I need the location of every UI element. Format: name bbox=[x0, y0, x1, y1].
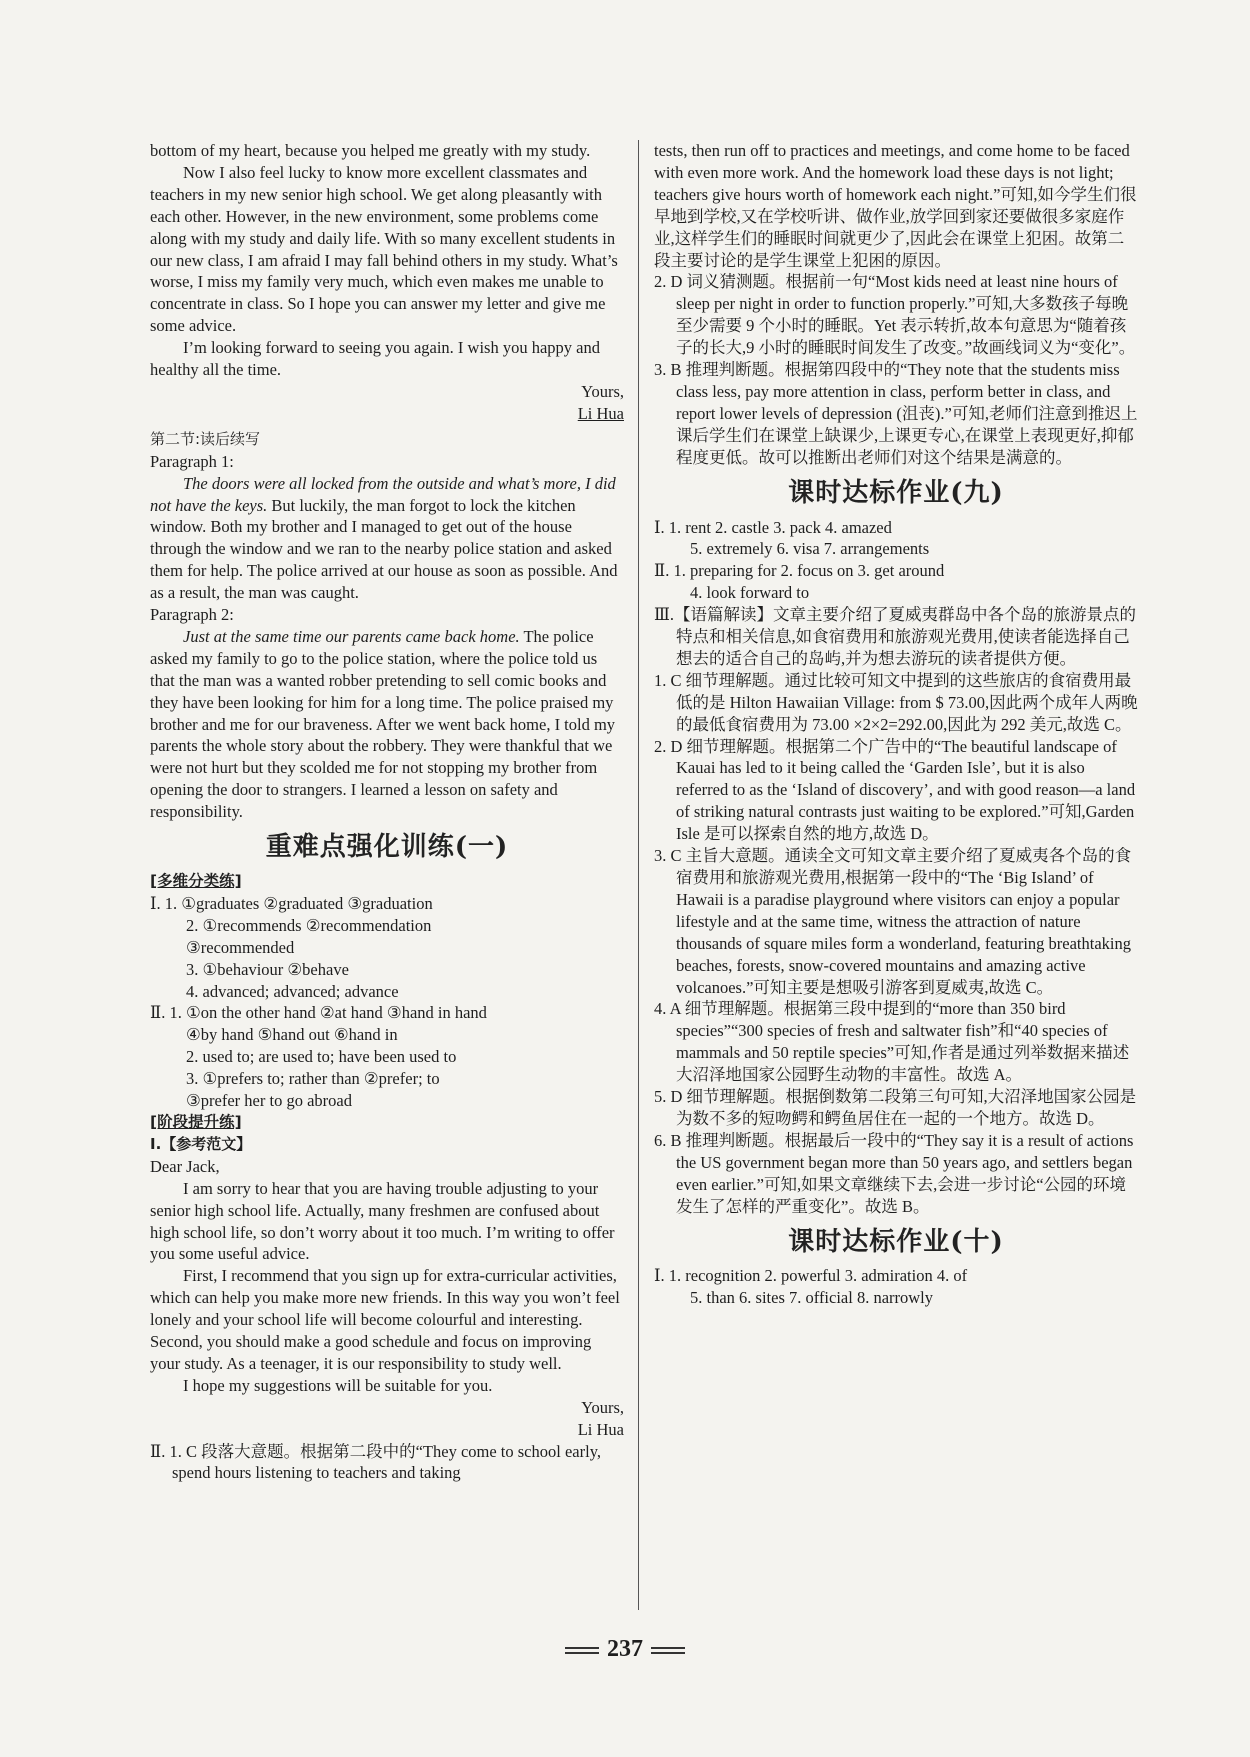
section-heading-10: 课时达标作业(十) bbox=[788, 1226, 1004, 1257]
tag-multidimensional: [多维分类练] bbox=[150, 872, 242, 890]
letter-paragraph-2: Now I also feel lucky to know more excellent classmates and teachers in my new senior high school. We get along pleasantly with each other. However, in the new environment, some problems come along with my study and daily life. With so many excellent students in our new class, I am afraid I may fall behind others in my study. What’s worse, I miss my family very much, which even makes me unable to concentrate in class. So I hope you can answer my letter and give me some advice. bbox=[150, 162, 618, 336]
reference-essay-label: Ⅰ.【参考范文】 bbox=[150, 1134, 252, 1153]
page-number: 237 bbox=[607, 1636, 643, 1662]
answer-continued: tests, then run off to practices and meetings, and come home to be faced with even more work. And the homework load these days is not light; teachers give hours worth of homework each night.”可知,如今学生们很早地到学校,又在学校听讲、做作业,放学回到家还要做很多家庭作业,这样学生们的睡眠时间就更少了,因此会在课堂上犯困。故第二段主要讨论的是学生课堂上犯困的原因。 bbox=[654, 141, 1137, 270]
answer-9-ii-b: 4. look forward to bbox=[690, 583, 810, 603]
answer-9-i-b: 5. extremely 6. visa 7. arrangements bbox=[690, 539, 930, 559]
answer-9-3: 3. C 主旨大意题。通读全文可知文章主要介绍了夏威夷各个岛的食宿费用和旅游观光费用,根据第一段中的“The ‘Big Island’ of Hawaii is a paradise playground where visitors can enjoy a popular lifestyle and at the same time, witness the attraction of nature thousands of square miles form a wonderland, featuring breathtaking beaches, forests, snow-covered mountains and amazing active volcanoes.”可知主要是想吸引游客到夏威夷,故选 C。 bbox=[654, 846, 1132, 997]
paragraph-2-text: Just at the same time our parents came back home. The police asked my family to go to the police station, where the police told us that the man was a wanted robber pretending to sell comic books and they have been looking for him for a long time. The police praised my brother and me for our braveness. After we went back home, I told my parents the whole story about the robbery. They were thankful that we were not hurt but they scolded me for not stopping my brother from opening the door to strangers. I learned a lesson on safety and responsibility. bbox=[150, 626, 616, 822]
answer-ii-3b: ③prefer her to go abroad bbox=[186, 1091, 352, 1111]
answer-9-1: 1. C 细节理解题。通过比较可知文中提到的这些旅店的食宿费用最低的是 Hilton Hawaiian Village: from $ 73.00,因此两个成年人两晚的最低食宿费用为 73.00 ×2×2=292.00,因此为 292 美元,故选 C。 bbox=[654, 670, 1138, 734]
letter-paragraph-3: I’m looking forward to seeing you again. I wish you happy and healthy all the time. bbox=[150, 338, 600, 380]
letter-closing: Yours, bbox=[581, 381, 624, 401]
left-column bbox=[150, 140, 624, 1484]
essay-paragraph-2: First, I recommend that you sign up for extra-curricular activities, which can help you make more new friends. In this way you won’t feel lonely and your school life will become colourful and interesting. Second, you should make a good schedule and focus on improving your study. As a teenager, it is our responsibility to study well. bbox=[150, 1266, 620, 1373]
answer-3: 3. B 推理判断题。根据第四段中的“They note that the students miss class less, pay more attention in class, perform better in class, and report lower levels of depression (沮丧).”可知,老师们注意到推迟上课后学生们在课堂上缺课少,上课更专心,在课堂上表现更好,抑郁程度更低。故可以推断出老师们对这个结果是满意的。 bbox=[654, 360, 1138, 467]
answer-10-i-b: 5. than 6. sites 7. official 8. narrowly bbox=[690, 1288, 934, 1308]
essay-signature: Li Hua bbox=[577, 1419, 624, 1439]
answer-9-5: 5. D 细节理解题。根据倒数第二段第三句可知,大沼泽地国家公园是为数不多的短吻鳄和鳄鱼居住在一起的一个地方。故选 D。 bbox=[654, 1087, 1137, 1128]
right-column bbox=[654, 140, 1138, 1309]
answer-i-1: Ⅰ. 1. ①graduates ②graduated ③graduation bbox=[150, 893, 433, 913]
answer-9-ii: Ⅱ. 1. preparing for 2. focus on 3. get around bbox=[654, 561, 945, 581]
answer-i-2: 2. ①recommends ②recommendation bbox=[186, 915, 432, 935]
essay-closing: Yours, bbox=[581, 1397, 624, 1417]
answer-9-iii-summary: Ⅲ.【语篇解读】文章主要介绍了夏威夷群岛中各个岛的旅游景点的特点和相关信息,如食宿费用和旅游观光费用,使读者能选择自己想去的适合自己的岛屿,并为想去游玩的读者提供方便。 bbox=[654, 605, 1137, 668]
answer-i-4: 4. advanced; advanced; advance bbox=[186, 981, 399, 1001]
answer-9-4: 4. A 细节理解题。根据第三段中提到的“more than 350 bird species”“300 species of fresh and saltwater fish”和“40 species of mammals and 50 reptile species”可知,作者是通过列举数据来描述大沼泽地国家公园野生动物的丰富性。故选 A。 bbox=[654, 999, 1130, 1085]
answer-10-i: Ⅰ. 1. recognition 2. powerful 3. admiration 4. of bbox=[654, 1266, 968, 1286]
essay-paragraph-3: I hope my suggestions will be suitable for you. bbox=[183, 1375, 493, 1395]
section-heading-9: 课时达标作业(九) bbox=[788, 477, 1004, 508]
tag-stage-improve: [阶段提升练] bbox=[150, 1112, 242, 1131]
essay-paragraph-1: I am sorry to hear that you are having trouble adjusting to your senior high school life. Actually, many freshmen are confused about high school life, so don’t worry about it too much. I’m writing to offer you some useful advice. bbox=[150, 1178, 615, 1264]
paragraph-2-label: Paragraph 2: bbox=[150, 605, 234, 625]
paragraph-1-text: The doors were all locked from the outside and what’s more, I did not have the keys. But luckily, the man forgot to lock the kitchen window. Both my brother and I managed to get out of the house through the window and we ran to the nearby police station and asked them for help. The police arrived at our house as soon as possible. And as a result, the man was caught. bbox=[150, 473, 618, 603]
answer-ii-reading-1: Ⅱ. 1. C 段落大意题。根据第二段中的“They come to school early, spend hours listening to teachers and taking bbox=[150, 1441, 601, 1483]
column-divider bbox=[638, 140, 639, 1610]
essay-greeting: Dear Jack, bbox=[150, 1156, 220, 1176]
page-footer bbox=[0, 1636, 1250, 1663]
paragraph-1-label: Paragraph 1: bbox=[150, 451, 234, 471]
section-heading-1: 重难点强化训练(一) bbox=[265, 832, 509, 863]
letter-signature: Li Hua bbox=[577, 403, 624, 423]
section-2-title: 第二节:读后续写 bbox=[150, 429, 261, 448]
answer-ii-3: 3. ①prefers to; rather than ②prefer; to bbox=[186, 1069, 440, 1089]
answer-9-6: 6. B 推理判断题。根据最后一段中的“They say it is a result of actions the US government began more than 50 years ago, and settlers began even earlier.”可知,如果文章继续下去,会进一步讨论“公园的环境发生了怎样的严重变化”。故选 B。 bbox=[654, 1130, 1134, 1216]
answer-i-2b: ③recommended bbox=[186, 937, 295, 957]
letter-line-1: bottom of my heart, because you helped me greatly with my study. bbox=[150, 141, 591, 160]
answer-9-i: Ⅰ. 1. rent 2. castle 3. pack 4. amazed bbox=[654, 517, 892, 537]
answer-ii-1b: ④by hand ⑤hand out ⑥hand in bbox=[186, 1025, 398, 1045]
answer-9-2: 2. D 细节理解题。根据第二个广告中的“The beautiful landscape of Kauai has led to it being called the ‘Garden Isle’, but it is also referred to as the ‘Island of discovery’, and with good reason—a land of striking natural contrasts just waiting to be explored.”可知,Garden Isle 是可以探索自然的地方,故选 D。 bbox=[654, 736, 1136, 844]
answer-ii-1: Ⅱ. 1. ①on the other hand ②at hand ③hand in hand bbox=[150, 1003, 487, 1023]
answer-ii-2: 2. used to; are used to; have been used to bbox=[186, 1047, 457, 1067]
answer-i-3: 3. ①behaviour ②behave bbox=[186, 959, 349, 979]
answer-2: 2. D 词义猜测题。根据前一句“Most kids need at least nine hours of sleep per night in order to function properly.”可知,大多数孩子每晚至少需要 9 个小时的睡眠。Yet 表示转折,故本句意思为“随着孩子的长大,9 小时的睡眠时间发生了改变。”故画线词义为“变化”。 bbox=[654, 272, 1136, 358]
